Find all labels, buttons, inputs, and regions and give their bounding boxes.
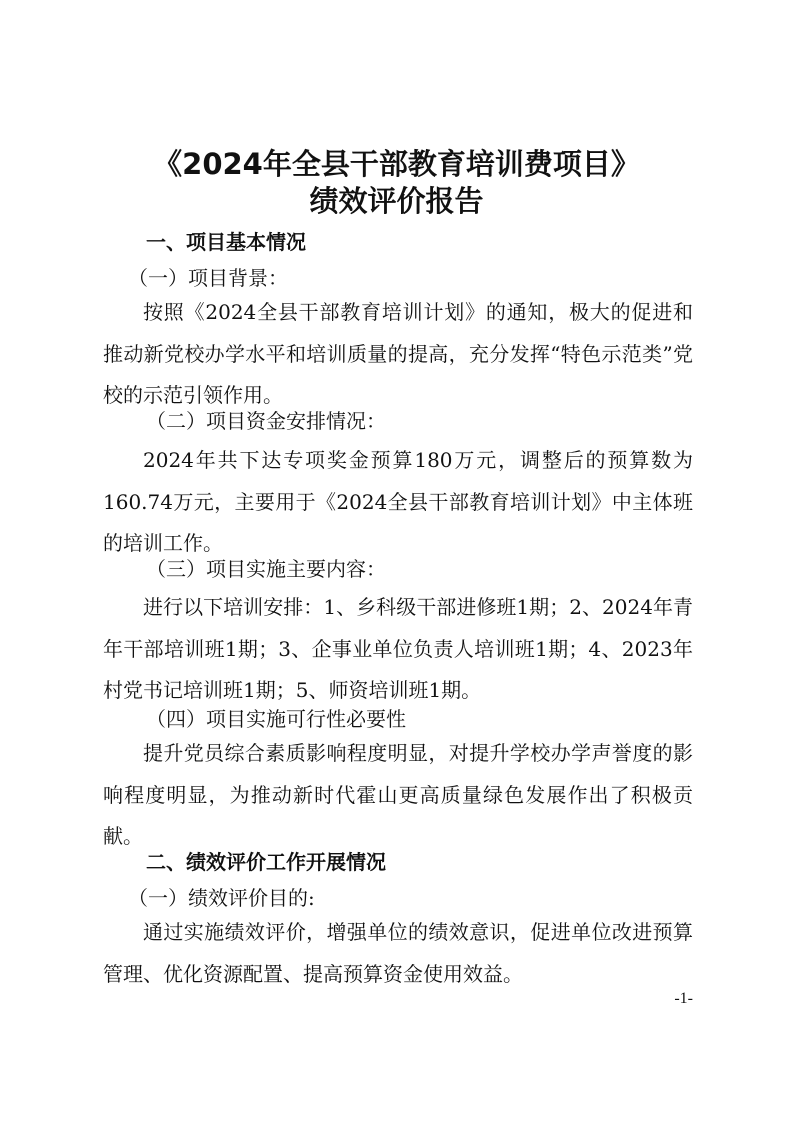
document-title-line2: 绩效评价报告 [309,184,484,218]
paragraph-funding: 2024年共下达专项奖金预算180万元，调整后的预算数为160.74万元，主要用于《2024全县干部教育培训计划》中主体班的培训工作。 [103,448,693,555]
section-heading-evaluation: 二、绩效评价工作开展情况 [146,850,386,874]
subsection-heading-background: （一）项目背景： [128,266,288,290]
paragraph-background: 按照《2024全县干部教育培训计划》的通知，极大的促进和推动新党校办学水平和培训质量的提高，充分发挥“特色示范类”党校的示范引领作用。 [103,300,693,407]
section-heading-basic-info: 一、项目基本情况 [146,230,306,254]
page-number: -1- [674,990,693,1007]
subsection-heading-content: （三）项目实施主要内容： [146,557,386,581]
paragraph-feasibility: 提升党员综合素质影响程度明显，对提升学校办学声誉度的影响程度明显，为推动新时代霍山更高质量绿色发展作出了积极贡献。 [103,741,693,848]
subsection-heading-evaluation-purpose: （一）绩效评价目的: [128,886,315,910]
paragraph-content: 进行以下培训安排：1、乡科级干部进修班1期；2、2024年青年干部培训班1期；3、企事业单位负责人培训班1期；4、2023年村党书记培训班1期；5、师资培训班1期。 [103,595,693,702]
paragraph-evaluation-purpose: 通过实施绩效评价，增强单位的绩效意识，促进单位改进预算管理、优化资源配置、提高预算资金使用效益。 [103,920,693,986]
subsection-heading-feasibility: （四）项目实施可行性必要性 [146,707,406,731]
document-title-line1: 《2024年全县干部教育培训费项目》 [153,147,640,181]
subsection-heading-funding: （二）项目资金安排情况： [146,409,386,433]
